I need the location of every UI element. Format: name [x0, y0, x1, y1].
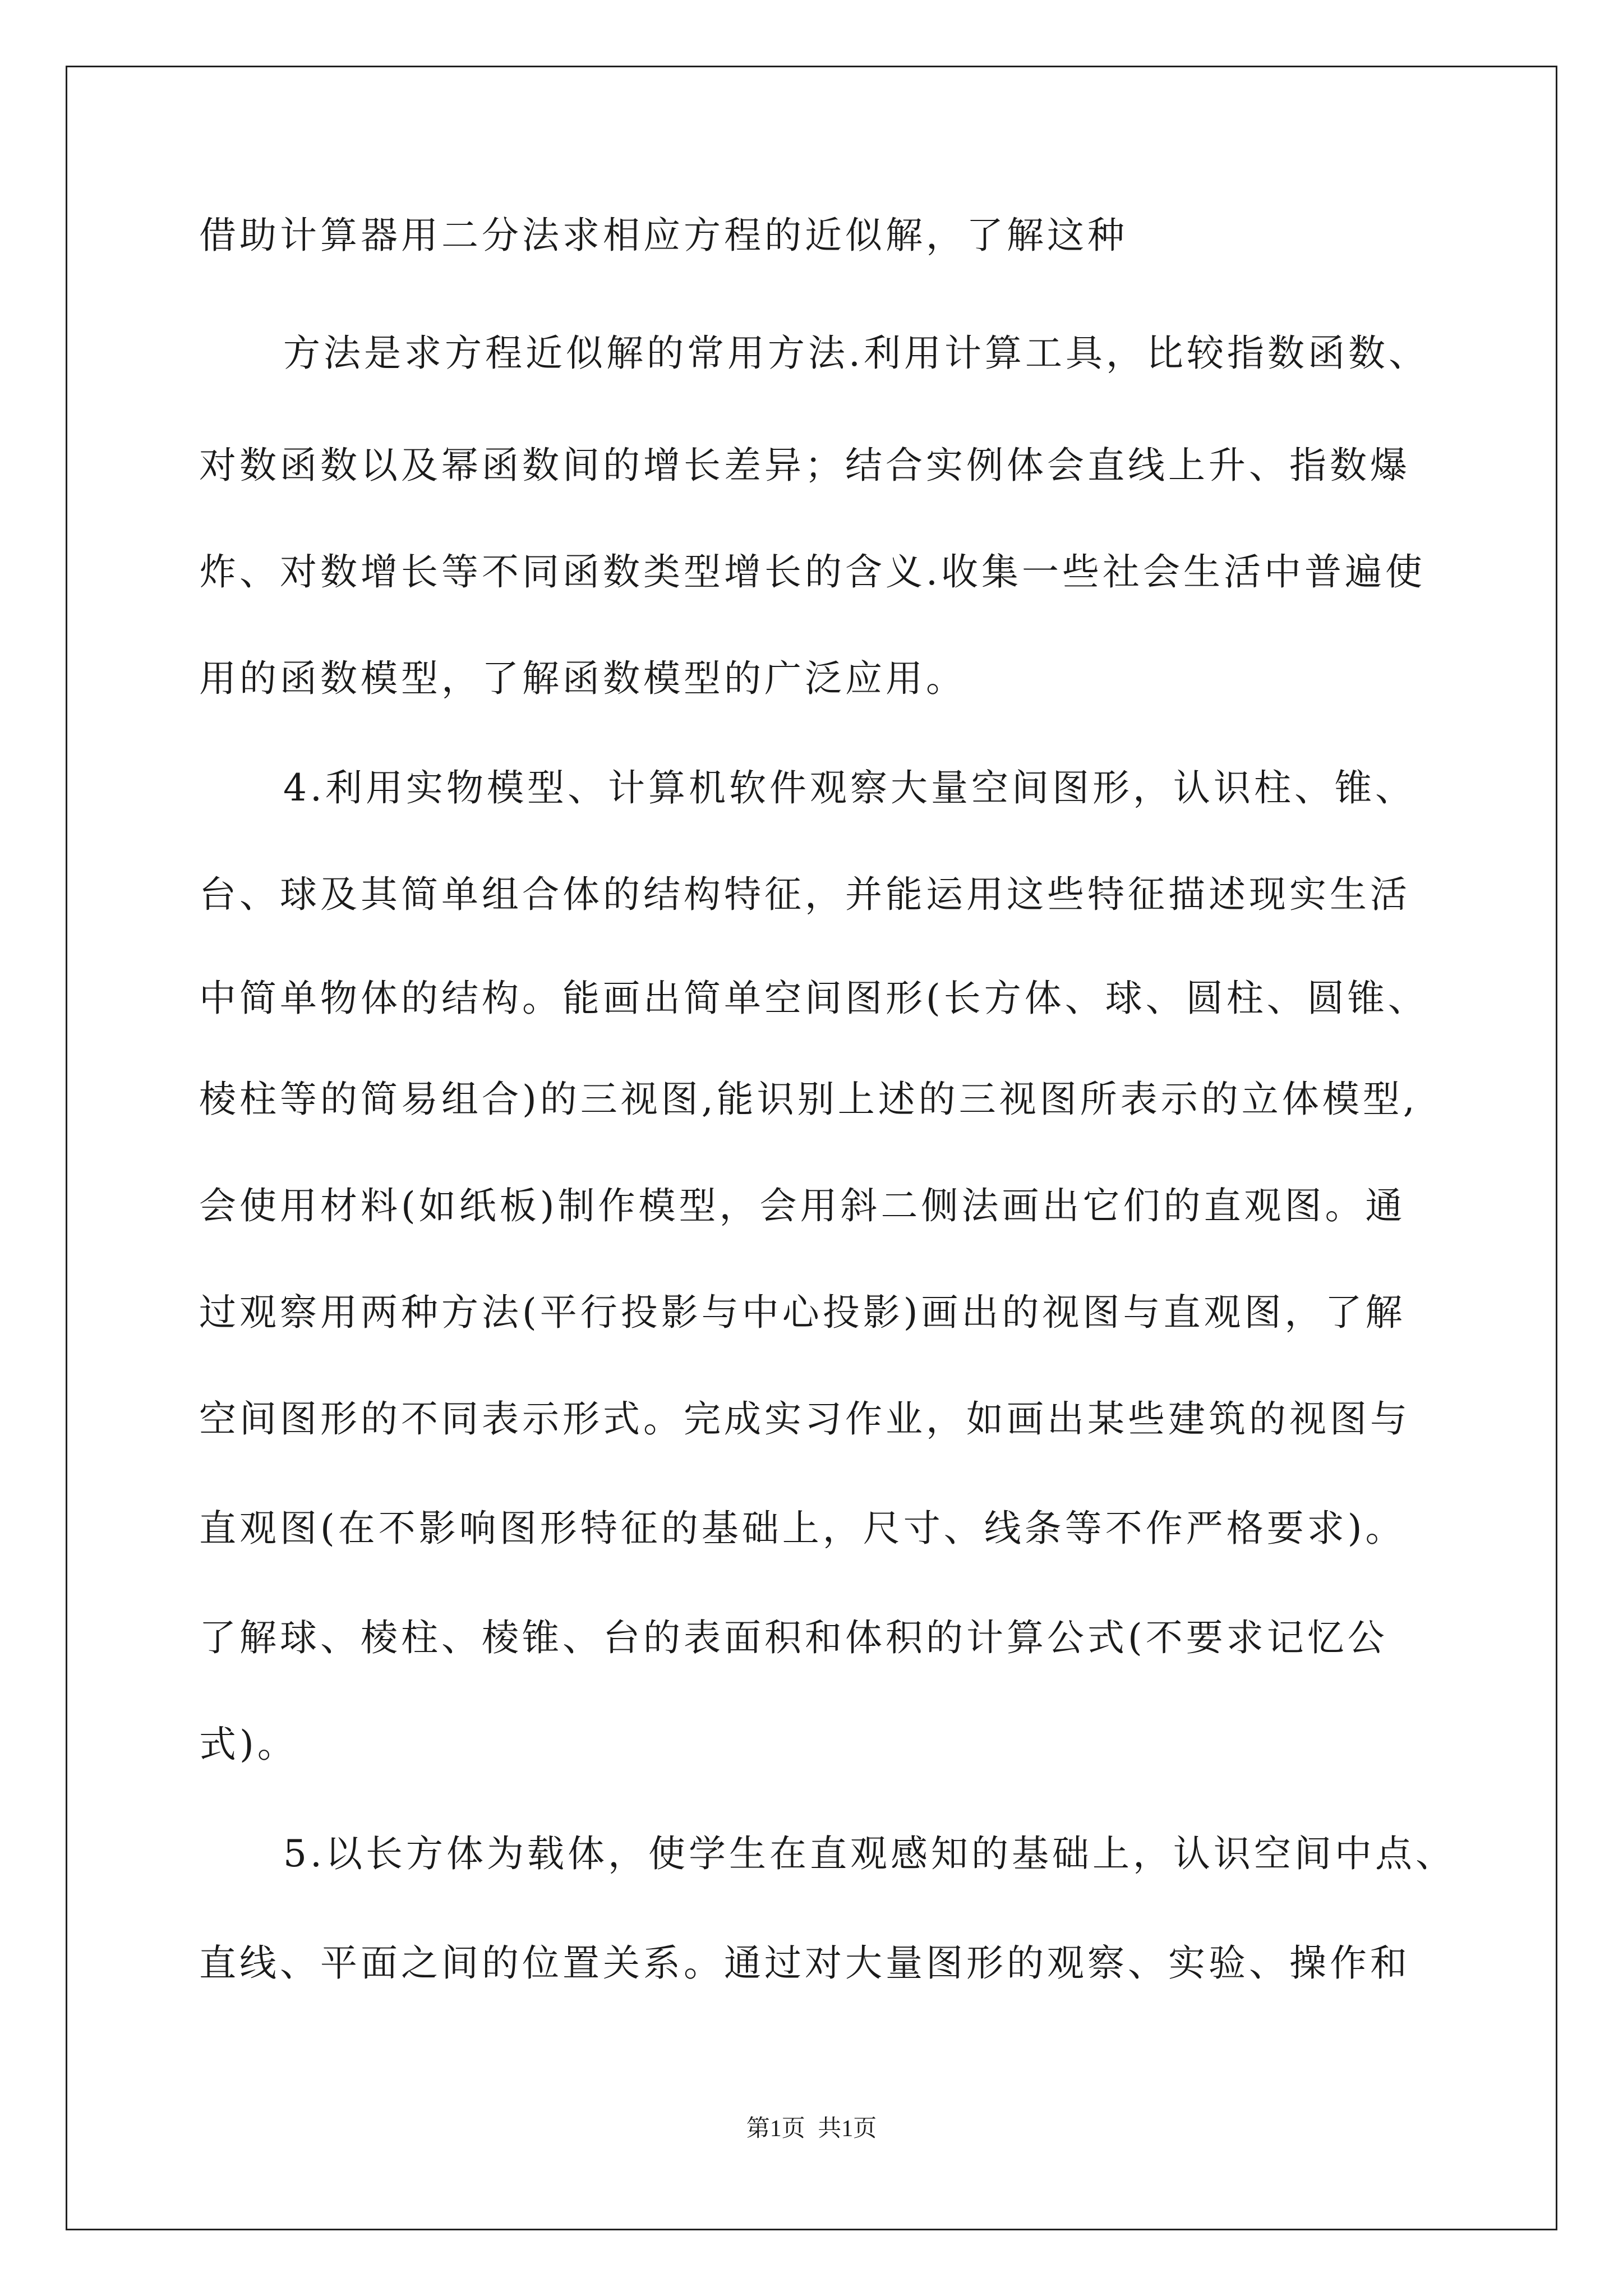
text-line: 棱柱等的简易组合)的三视图,能识别上述的三视图所表示的立体模型, — [199, 1078, 1418, 1121]
text-line: 过观察用两种方法(平行投影与中心投影)画出的视图与直观图，了解 — [199, 1291, 1406, 1334]
page-border — [66, 66, 1557, 2230]
text-line: 直观图(在不影响图形特征的基础上，尺寸、线条等不作严格要求)。 — [199, 1507, 1406, 1550]
page-total: 共1页 — [818, 2116, 877, 2142]
page-footer — [0, 2115, 1623, 2143]
text-line: 借助计算器用二分法求相应方程的近似解，了解这种 — [199, 214, 1128, 257]
text-line: 中简单物体的结构。能画出简单空间图形(长方体、球、圆柱、圆锥、 — [199, 977, 1428, 1020]
text-line: 对数函数以及幂函数间的增长差异；结合实例体会直线上升、指数爆 — [199, 444, 1410, 487]
text-line: 式)。 — [199, 1723, 298, 1766]
text-line: 5.以长方体为载体，使学生在直观感知的基础上，认识空间中点、 — [283, 1832, 1456, 1875]
text-line: 空间图形的不同表示形式。完成实习作业，如画出某些建筑的视图与 — [199, 1397, 1410, 1441]
text-line: 台、球及其简单组合体的结构特征，并能运用这些特征描述现实生活 — [199, 873, 1410, 916]
text-line: 会使用材料(如纸板)制作模型，会用斜二侧法画出它们的直观图。通 — [199, 1184, 1406, 1227]
text-line: 直线、平面之间的位置关系。通过对大量图形的观察、实验、操作和 — [199, 1941, 1410, 1985]
text-line: 4.利用实物模型、计算机软件观察大量空间图形，认识柱、锥、 — [283, 766, 1415, 809]
text-line: 炸、对数增长等不同函数类型增长的含义.收集一些社会生活中普遍使 — [199, 550, 1426, 593]
page-number: 第1页 — [746, 2116, 805, 2142]
text-line: 了解球、棱柱、棱锥、台的表面积和体积的计算公式(不要求记忆公 — [199, 1616, 1388, 1659]
text-line: 方法是求方程近似解的常用方法.利用计算工具，比较指数函数、 — [283, 332, 1429, 375]
text-line: 用的函数模型，了解函数模型的广泛应用。 — [199, 657, 966, 700]
